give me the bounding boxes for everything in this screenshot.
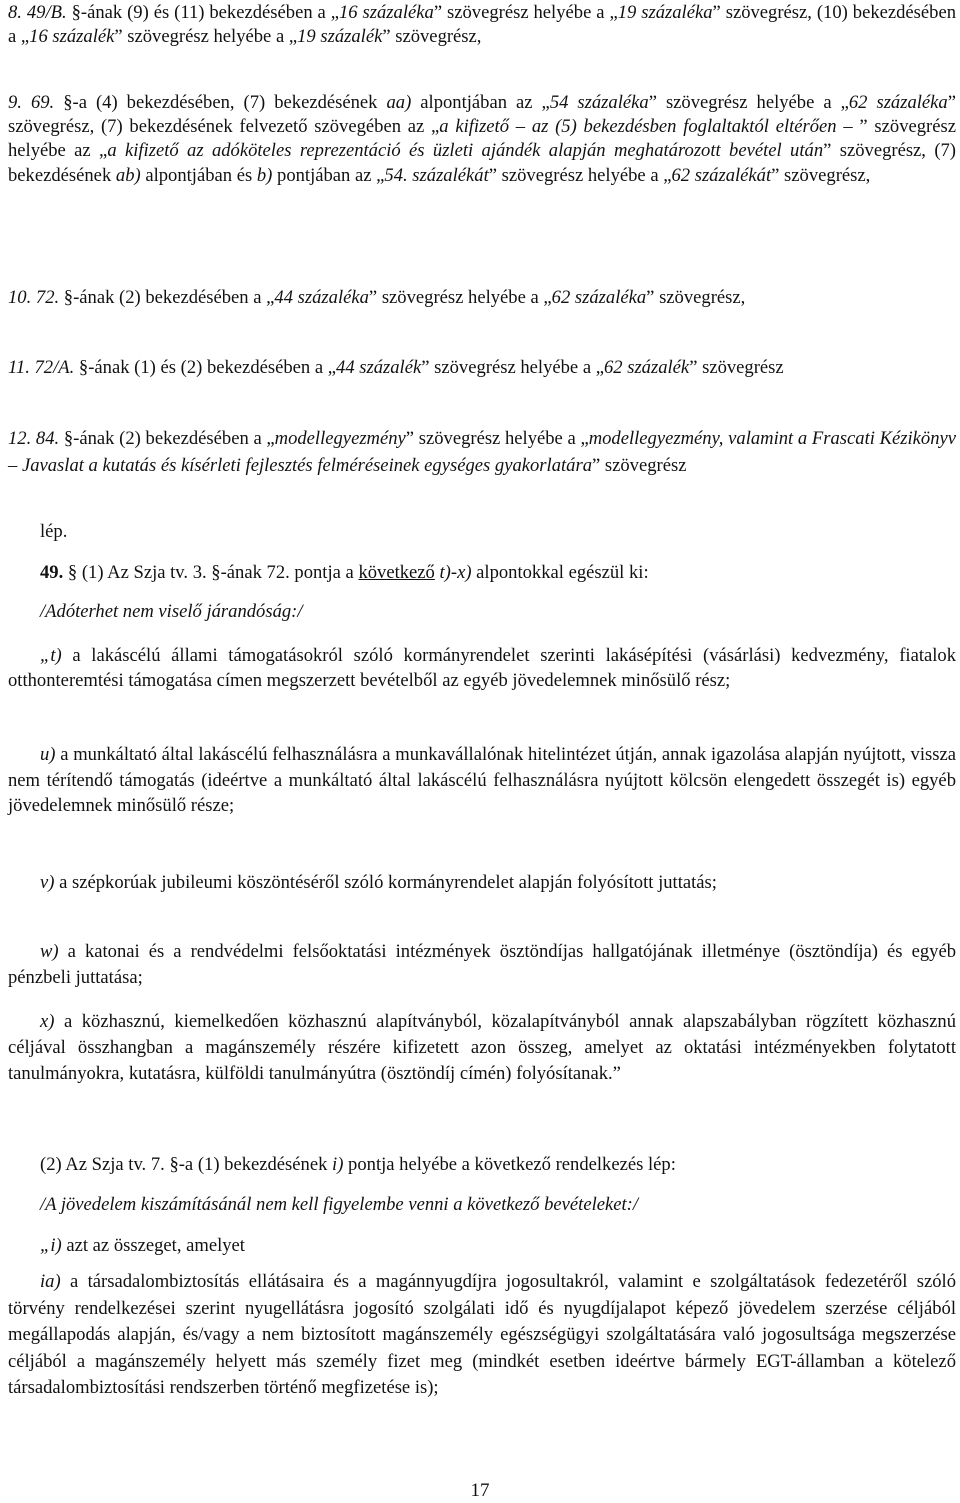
item-number: 9. 69. — [8, 92, 55, 113]
section-number: 49. — [40, 562, 64, 583]
item-number: 10. 72. — [8, 287, 60, 308]
amendment-item-11: 11. 72/A. §-ának (1) és (2) bekezdésében a „44 százalék” szövegrész helyébe a „62 százalék” szövegrész — [8, 357, 784, 378]
subpoint-ia: ia) a társadalombiztosítás ellátásaira és a magánnyugdíjra jogosultakról, valamint e szolgáltatások fedezetéről szóló törvény rendelkezései szerint nyugellátásra jogosító szolgálati idő és nyugdíjalapot képező jövedelem szerzése céljából megállapodás alapján, és/vagy a nem biztosított magánszemély egészségügyi szolgáltatására való jogosultsága megszerzése céljából a magánszemély helyett más személy fizet meg (mindkét esetben ideértve bármely EGT-államban a kötelező társadalombiztosítási rendszerben történő megfizetése is); — [8, 1271, 956, 1398]
subpoint-x: x) a közhasznú, kiemelkedően közhasznú alapítványból, közalapítványból annak alapszabályban rögzített közhasznú céljával összhangban a magánszemély részére kifizetett azon összeg, amelyet az oktatási intézményekben folytatott tanulmányokra, kutatásra, külföldi tanulmányútra (ösztöndíj címén) folyósítanak.” — [8, 1011, 956, 1084]
amendment-item-10: 10. 72. §-ának (2) bekezdésében a „44 százaléka” szövegrész helyébe a „62 százaléka” szövegrész, — [8, 287, 746, 308]
amendment-item-12: 12. 84. §-ának (2) bekezdésében a „modellegyezmény” szövegrész helyébe a „modellegyezmény, valamint a Frascati Kézikönyv – Javaslat a kutatás és kísérleti fejlesztés felméréseinek egységes gyakorlatára” szövegrész — [8, 428, 956, 476]
heading-tax-free-income: /Adóterhet nem viselő járandóság:/ — [40, 601, 303, 622]
page-number: 17 — [470, 1480, 490, 1501]
subpoint-v: v) a szépkorúak jubileumi köszöntéséről szóló kormányrendelet alapján folyósított juttatás; — [40, 872, 717, 893]
section-49-paragraph-2: (2) Az Szja tv. 7. §-a (1) bekezdésének i) pontja helyébe a következő rendelkezés lép: — [40, 1154, 676, 1175]
subpoint-w: w) a katonai és a rendvédelmi felsőoktatási intézmények ösztöndíjas hallgatójának illetménye (ösztöndíja) és egyéb pénzbeli juttatása; — [8, 941, 956, 988]
item-number: 12. 84. — [8, 428, 60, 449]
item-number: 8. 49/B. — [8, 2, 67, 23]
item-number: 11. 72/A. — [8, 357, 75, 378]
subpoint-t: „t) a lakáscélú állami támogatásokról szóló kormányrendelet szerinti lakásépítési (vásárlási) kedvezmény, fiatalok otthonteremtési támogatása címen megszerzett bevételből az egyéb jövedelemnek minősülő rész; — [8, 645, 956, 691]
subpoint-i: „i) azt az összeget, amelyet — [40, 1235, 245, 1256]
amendment-item-8: 8. 49/B. §-ának (9) és (11) bekezdésében a „16 százaléka” szövegrész helyébe a „19 százaléka” szövegrész, (10) bekezdésében a „16 százalék” szövegrész helyébe a „19 százalék” szövegrész, — [8, 2, 957, 47]
amendment-item-9: 9. 69. §-a (4) bekezdésében, (7) bekezdésének aa) alpontjában az „54 százaléka” szövegrész helyébe a „62 százaléka” szövegrész, (7) bekezdésének felvezető szövegében az „a kifizető – az (5) bekezdésben foglaltaktól eltérően – ” szövegrész helyébe az „a kifizető az adóköteles reprezentáció és üzleti ajándék alapján meghatározott bevétel után” szövegrész, (7) bekezdésének ab) alpontjában és b) pontjában az „54. százalékát” szövegrész helyébe a „62 százalékát” szövegrész, — [8, 92, 957, 186]
section-49-intro: 49. § (1) Az Szja tv. 3. §-ának 72. pontja a következő t)-x) alpontokkal egészül ki: — [40, 562, 649, 583]
subpoint-u: u) a munkáltató által lakáscélú felhasználásra a munkavállalónak hitelintézet útján, annak igazolása alapján nyújtott, vissza nem térítendő támogatás (ideértve a munkáltató által lakáscélú felhasználásra nyújtott kölcsön elengedett összegét is) egyéb jövedelemnek minősülő része; — [8, 744, 956, 816]
lep-line: lép. — [40, 521, 68, 542]
heading-income-calculation: /A jövedelem kiszámításánál nem kell figyelembe venni a következő bevételeket:/ — [40, 1194, 639, 1215]
